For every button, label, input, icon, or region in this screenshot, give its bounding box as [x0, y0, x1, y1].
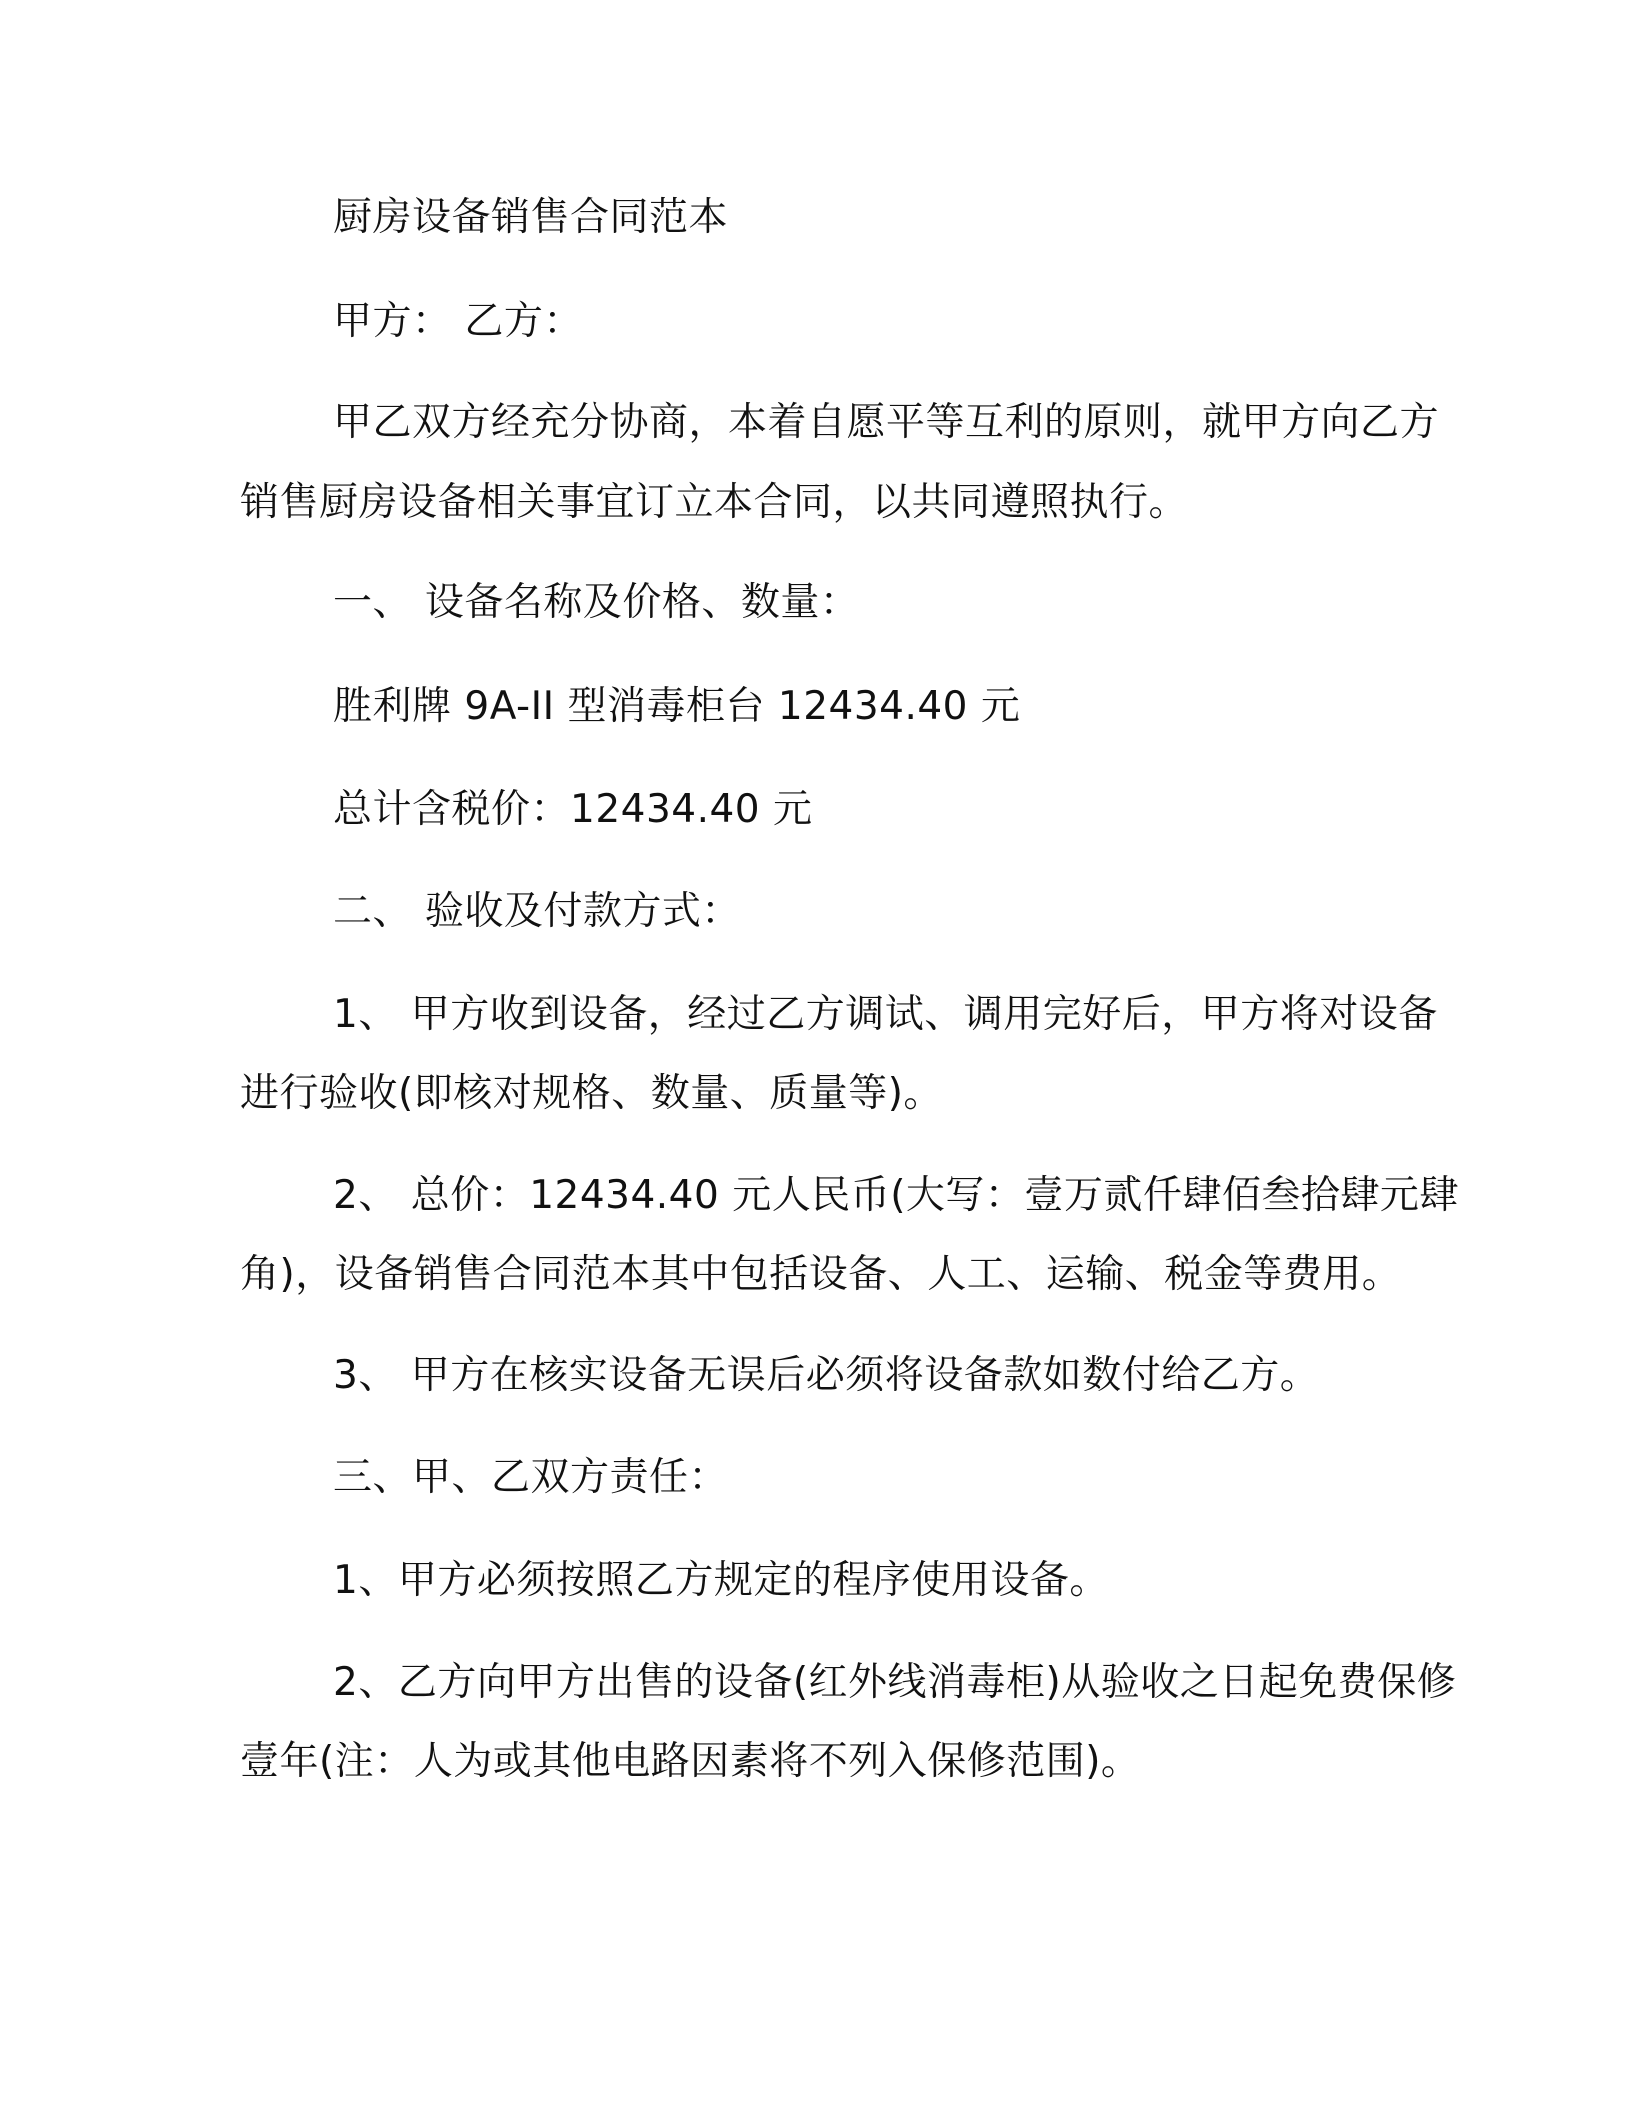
document-title: 厨房设备销售合同范本 [333, 195, 729, 240]
section3-clause2-line1: 2、乙方向甲方出售的设备(红外线消毒柜)从验收之日起免费保修 [333, 1660, 1457, 1705]
section3-clause2-line2: 壹年(注：人为或其他电路因素将不列入保修范围)。 [240, 1739, 1141, 1784]
section3-heading: 三、甲、乙双方责任： [333, 1455, 729, 1500]
section1-total: 总计含税价：12434.40 元 [333, 787, 813, 832]
section2-clause2-line2: 角)，设备销售合同范本其中包括设备、人工、运输、税金等费用。 [240, 1252, 1402, 1297]
section1-heading: 一、 设备名称及价格、数量： [333, 580, 860, 625]
section2-clause1-line2: 进行验收(即核对规格、数量、质量等)。 [240, 1071, 943, 1116]
section2-heading: 二、 验收及付款方式： [333, 889, 741, 934]
section2-clause1-line1: 1、 甲方收到设备，经过乙方调试、调用完好后，甲方将对设备 [333, 992, 1438, 1037]
intro-line-2: 销售厨房设备相关事宜订立本合同，以共同遵照执行。 [240, 480, 1189, 525]
parties-line: 甲方： 乙方： [333, 299, 583, 344]
section2-clause3: 3、 甲方在核实设备无误后必须将设备款如数付给乙方。 [333, 1353, 1320, 1398]
section1-item: 胜利牌 9A-II 型消毒柜台 12434.40 元 [333, 684, 1021, 729]
section2-clause2-line1: 2、 总价：12434.40 元人民币(大写：壹万贰仟肆佰叁拾肆元肆 [333, 1173, 1459, 1218]
intro-line-1: 甲乙双方经充分协商，本着自愿平等互利的原则，就甲方向乙方 [333, 400, 1440, 445]
section3-clause1: 1、甲方必须按照乙方规定的程序使用设备。 [333, 1558, 1109, 1603]
